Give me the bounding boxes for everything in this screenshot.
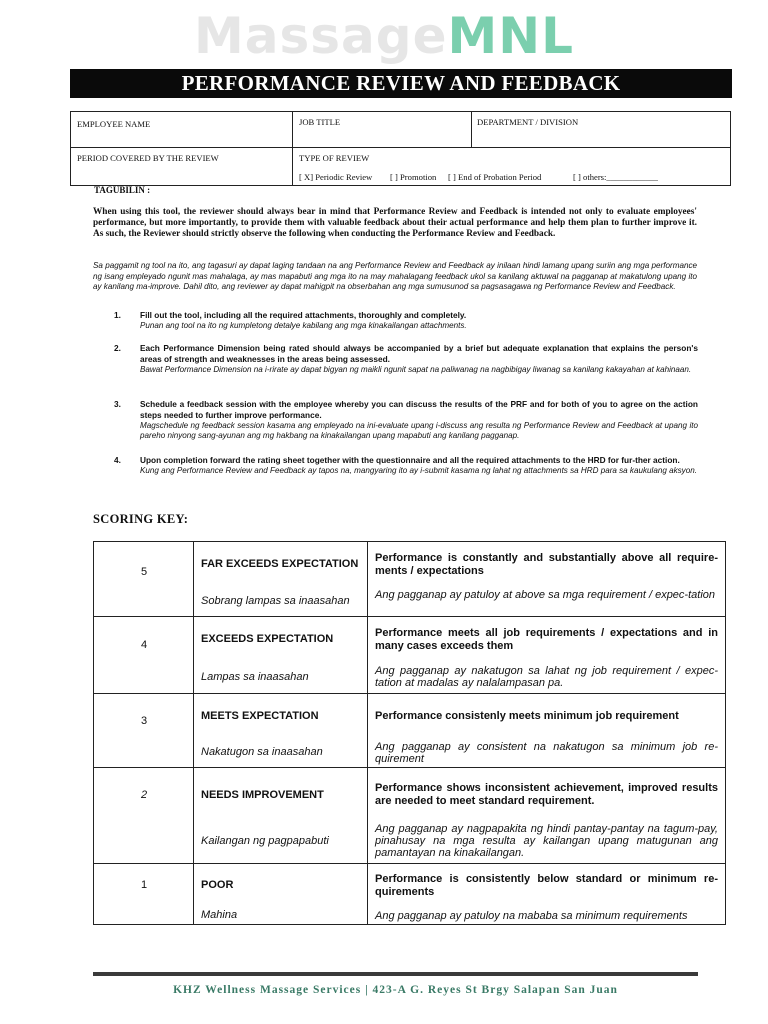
item-number: 4.	[114, 455, 121, 465]
score-description: Performance meets all job requirements / expectations and in many cases exceeds them	[375, 627, 718, 652]
scoring-key-heading: SCORING KEY:	[93, 512, 189, 526]
score-description-tagalog: Ang pagganap ay nagpapakita ng hindi pantay-pantay na tagum-pay, pinahusay na mga resulta ay kailangan upang matugunan ang pamantayan na kinakailangan.	[375, 823, 718, 859]
score-row	[94, 768, 725, 863]
department-field[interactable]: DEPARTMENT / DIVISION	[477, 117, 579, 127]
score-row	[94, 617, 725, 693]
item-english: Fill out the tool, including all the required attachments, thoroughly and completely.	[140, 310, 467, 320]
review-option-promotion[interactable]: [ ] Promotion	[390, 172, 437, 182]
score-description-tagalog: Ang pagganap ay consistent na nakatugon sa minimum job re-quirement	[375, 741, 718, 765]
item-english: Schedule a feedback session with the employee whereby you can discuss the results of the PRF and for both of you to agree on the action steps needed to further improve performance.	[140, 399, 698, 420]
score-value: 2	[140, 789, 148, 801]
score-label: MEETS EXPECTATION	[201, 710, 319, 722]
instruction-item	[114, 399, 698, 441]
item-number: 3.	[114, 399, 121, 409]
score-value: 3	[140, 715, 148, 727]
instructions-english: When using this tool, the reviewer should always bear in mind that Performance Review and Feedback is intended not only to evaluate employees' performance, but more importantly, to provide them with valuable feedback about their actual performance and help them plan to further improve it. As such, the Reviewer should strictly observe the following when conducting the Performance Review and Feedback.	[93, 207, 697, 239]
employee-name-field[interactable]: EMPLOYEE NAME	[77, 119, 151, 129]
score-value: 4	[140, 639, 148, 651]
instructions-heading: TAGUBILIN :	[94, 185, 151, 195]
score-label-tagalog: Lampas sa inaasahan	[201, 671, 309, 683]
logo-part-massage: Massage	[194, 7, 448, 65]
footer-rule	[93, 972, 698, 976]
item-number: 1.	[114, 310, 121, 320]
divider	[471, 112, 472, 148]
item-tagalog: Punan ang tool na ito ng kumpletong detalye kabilang ang mga kinakailangan attachments.	[140, 320, 467, 330]
score-description: Performance is consistently below standard or minimum re-quirements	[375, 873, 718, 898]
score-value: 5	[140, 566, 148, 578]
score-label-tagalog: Kailangan ng pagpapabuti	[201, 835, 329, 847]
instruction-item	[114, 455, 698, 476]
divider	[292, 112, 293, 186]
review-period-field[interactable]: PERIOD COVERED BY THE REVIEW	[77, 153, 219, 163]
score-value: 1	[140, 879, 148, 891]
item-tagalog: Magschedule ng feedback session kasama ang empleyado na ini-evaluate upang i-discuss ang resulta ng Performance Review and Feedback at upang ito pareho ninyong sang-ayunan ang mg hakbang na kinakailangan upang mapabuti ang kanilang pagganap.	[140, 420, 698, 440]
score-label-tagalog: Nakatugon sa inaasahan	[201, 746, 323, 758]
item-tagalog: Kung ang Performance Review and Feedback ay tapos na, mangyaring ito ay i-submit kasama ng lahat ng attachments sa HRD para sa kaukulang aksyon.	[140, 465, 697, 475]
instructions-tagalog: Sa paggamit ng tool na ito, ang tagasuri ay dapat laging tandaan na ang Performance Review and Feedback ay inilaan hindi lamang upang suriin ang mga performance ng isang empleyado ngunit mas mahalaga, ay mas mapabuti ang mga ito na may mahalagang feedback ukol sa kanilang aktuwal na pagganap at makatulong upang ito ay kanilang ma-improve. Dahil dito, ang reviewer ay dapat mahigpit na obserbahan ang mga sumusunod sa pagsasagawa ng Performance Review and Feedback.	[93, 261, 697, 292]
score-label: POOR	[201, 879, 234, 891]
document-title: PERFORMANCE REVIEW AND FEEDBACK	[70, 69, 732, 98]
score-label: EXCEEDS EXPECTATION	[201, 633, 334, 645]
review-option-others[interactable]: [ ] others:____________	[573, 172, 658, 182]
score-description: Performance shows inconsistent achievement, improved results are needed to meet standard requirement.	[375, 782, 718, 807]
review-option-probation[interactable]: [ ] End of Probation Period	[448, 172, 542, 182]
review-option-periodic[interactable]: [ X] Periodic Review	[299, 172, 373, 182]
score-label: NEEDS IMPROVEMENT	[201, 789, 324, 801]
score-label-tagalog: Mahina	[201, 909, 238, 921]
score-description-tagalog: Ang pagganap ay patuloy na mababa sa minimum requirements	[375, 910, 688, 922]
score-description: Performance is constantly and substantially above all require-ments / expectations	[375, 552, 718, 577]
footer-address: KHZ Wellness Massage Services | 423-A G. Reyes St Brgy Salapan San Juan	[173, 984, 618, 996]
instruction-item	[114, 310, 698, 331]
score-row	[94, 542, 725, 616]
logo-part-mnl: MNL	[447, 7, 574, 65]
item-english: Upon completion forward the rating sheet together with the questionnaire and all the required attachments to the HRD for fur-ther action.	[140, 455, 680, 465]
score-description-tagalog: Ang pagganap ay nakatugon sa lahat ng job requirement / expec-tation at madalas ay nalalampasan pa.	[375, 665, 718, 689]
item-number: 2.	[114, 343, 121, 353]
company-logo	[0, 6, 768, 66]
item-tagalog: Bawat Performance Dimension na i-rirate ay dapat bigyan ng maikli ngunit sapat na paliwanag na nagbibigay liwanag sa kanilang kakayahan at kahinaan.	[140, 364, 692, 374]
score-label: FAR EXCEEDS EXPECTATION	[201, 558, 359, 570]
job-title-field[interactable]: JOB TITLE	[299, 117, 341, 127]
score-description: Performance consistenly meets minimum job requirement	[375, 710, 679, 722]
score-description-tagalog: Ang pagganap ay patuloy at above sa mga requirement / expec-tation	[375, 589, 716, 601]
scoring-key-table	[93, 541, 726, 925]
instruction-item	[114, 343, 698, 375]
item-english: Each Performance Dimension being rated should always be accompanied by a brief but adequate explanation that explains the person's areas of strength and weaknesses in the areas being assessed.	[140, 343, 698, 364]
divider	[71, 147, 730, 148]
score-label-tagalog: Sobrang lampas sa inaasahan	[201, 595, 350, 607]
review-type-label: TYPE OF REVIEW	[299, 153, 370, 163]
score-row	[94, 694, 725, 767]
employee-info-table	[70, 111, 731, 186]
score-row	[94, 864, 725, 924]
